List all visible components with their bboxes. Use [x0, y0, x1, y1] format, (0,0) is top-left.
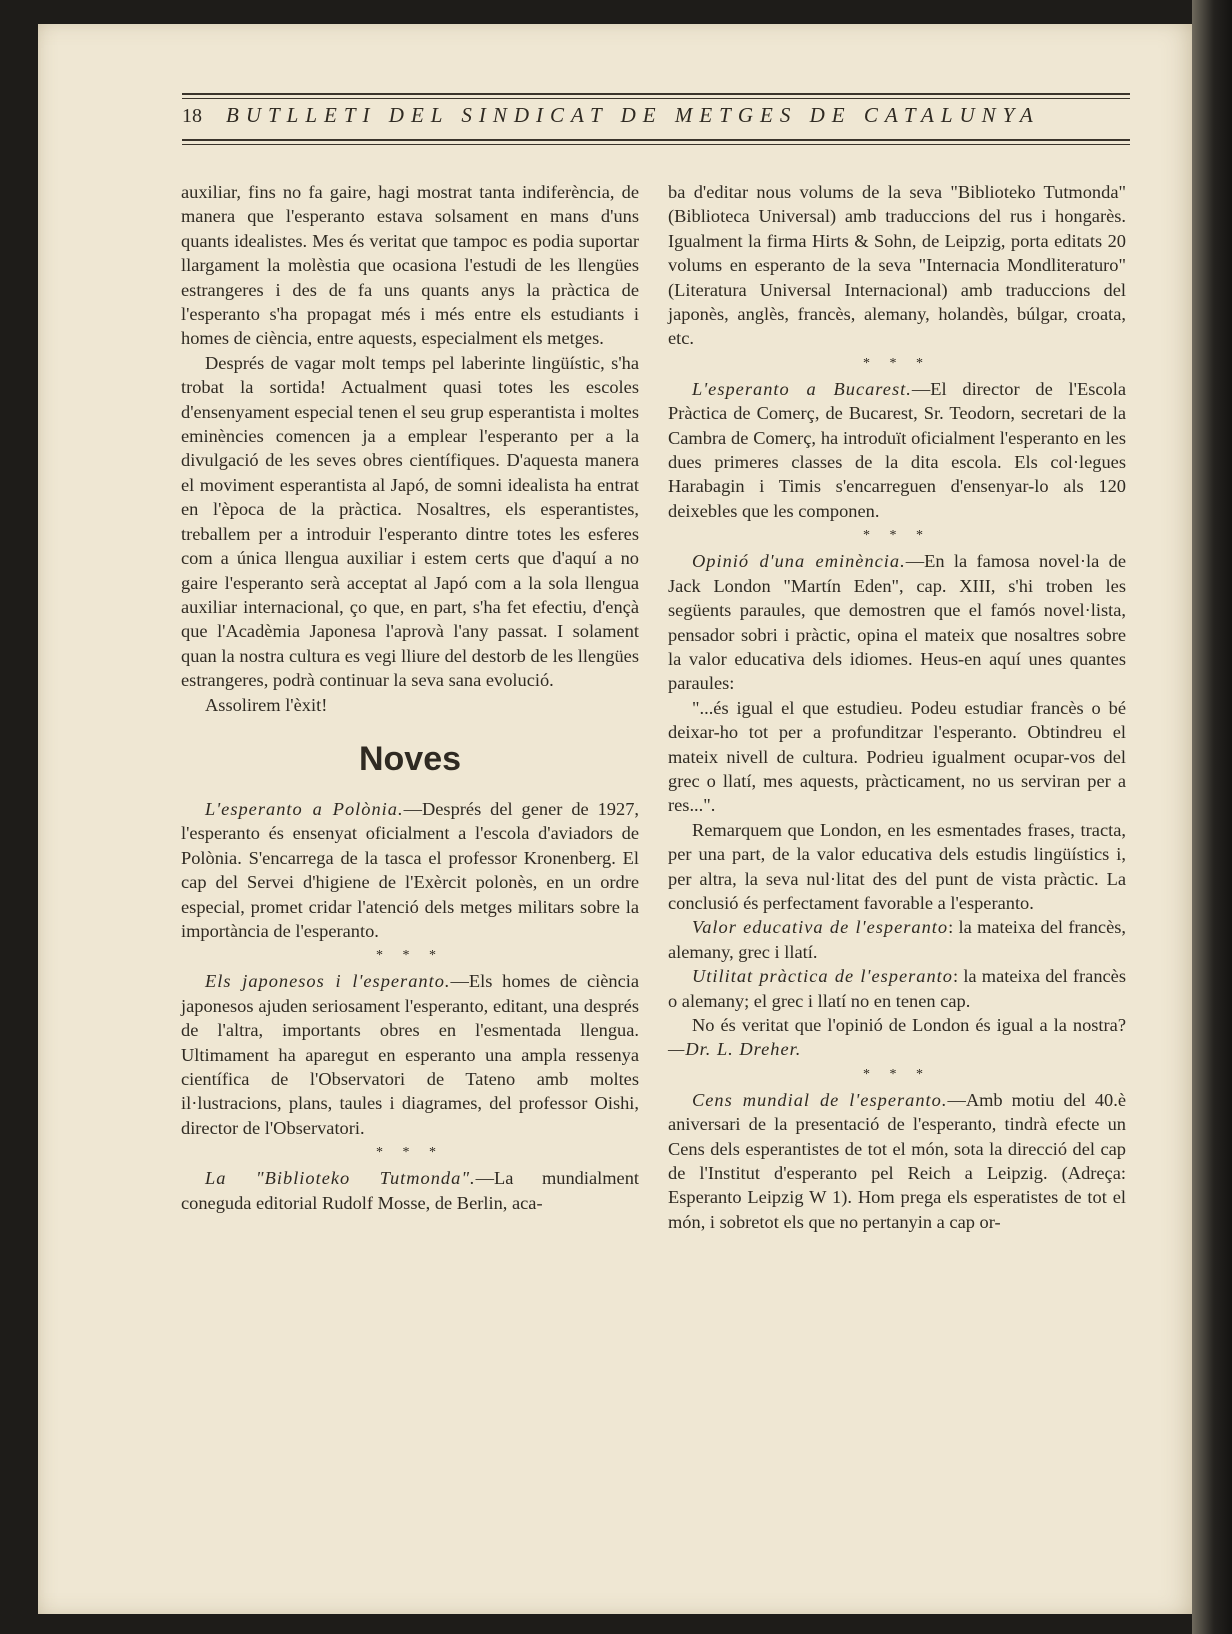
- paragraph: ba d'editar nous volums de la seva "Biblioteko Tutmonda" (Biblioteca Universal) amb traduccions del rus i hongarès. Igualment la firma Hirts & Sohn, de Leipzig, porta editats 20 volums en esperanto de la seva "Internacia Mondliteraturo" (Literatura Universal Internacional) amb traduccions del japonès, anglès, francès, alemany, holandès, búlgar, croata, etc.: [668, 182, 1126, 349]
- news-item: [668, 1088, 1126, 1234]
- news-item-title: Els japonesos i l'esperanto.: [205, 971, 451, 992]
- news-item: [668, 377, 1126, 523]
- header-line: [182, 99, 1130, 139]
- news-item-title: Opinió d'una eminència.: [692, 551, 906, 572]
- page-number: 18: [182, 105, 202, 127]
- news-item-body: —La mundialment coneguda editorial Rudolf Mosse, de Berlin, aca-: [181, 1168, 639, 1213]
- news-item: [181, 797, 639, 943]
- header-rule-bottom-thin: [182, 144, 1130, 145]
- closing-question: No és veritat que l'opinió de London és igual a la nostra?: [692, 1015, 1126, 1035]
- term-body: : la mateixa del francès, alemany, grec i llatí.: [668, 917, 1126, 962]
- news-item-body: —Amb motiu del 40.è aniversari de la presentació de l'esperanto, tindrà efecte un Cens dels esperantistes de tot el món, sota la direcció del cap de l'Institut d'esperanto pel Reich a Leipzig. (Adreça: Esperanto Leipzig W 1). Hom prega els esperatistes de tot el món, i sobretot els que no pertanyin a cap or-: [668, 1089, 1127, 1232]
- separator-stars: * * *: [376, 948, 444, 964]
- paragraph: Després de vagar molt temps pel laberinte lingüístic, s'ha trobat la sortida! Actualment quasi totes les escoles d'ensenyament especial tenen el seu grup esperantista i moltes eminències comencen ja a emplear l'esperanto per a la divulgació de les seves obres científiques. D'aquesta manera el moviment esperantista al Japó, de somni idealista ha entrat en l'època de la pràctica. Nosaltres, els esperantistes, treballem per a introduir l'esperanto dintre totes les esferes com a única llengua auxiliar i estem certs que d'aquí a no gaire l'esperanto serà acceptat al Japó com a la sola llengua auxiliar internacional, ço que, en part, s'ha fet efectiu, d'ençà que l'Acadèmia Japonesa l'aprovà l'any passat. I solament quan la nostra cultura es vegi lliure del destorb de les llengües estrangeres, podrà continuar la seva sana evolució.: [181, 352, 639, 691]
- left-column: [181, 180, 639, 1215]
- journal-title: BUTLLETI DEL SINDICAT DE METGES DE CATALUNYA: [226, 103, 1040, 127]
- right-column: [668, 180, 1126, 1234]
- news-item: [181, 969, 639, 1140]
- section-heading: Noves: [358, 739, 462, 778]
- news-item-title: L'esperanto a Polònia.: [205, 798, 404, 819]
- paragraph: Assolirem l'èxit!: [205, 694, 328, 715]
- news-item-title: La "Biblioteko Tutmonda".: [205, 1168, 476, 1189]
- news-item: [668, 549, 1126, 695]
- separator-stars: * * *: [863, 355, 931, 371]
- paragraph: [668, 915, 1126, 964]
- paragraph: Remarquem que London, en les esmentades frases, tracta, per una part, de la valor educativa dels estudis lingüístics i, per altra, la seva nul·litat des del punt de vista pràctic. La conclusió és perfectament favorable a l'esperanto.: [668, 819, 1126, 913]
- paragraph: [668, 964, 1126, 1013]
- paragraph: [668, 1013, 1126, 1062]
- news-item-body: —El director de l'Escola Pràctica de Comerç, de Bucarest, Sr. Teodorn, secretari de la Cambra de Comerç, ha introduït oficialment l'esperanto en les dues primeres classes de la dita escola. Els col·legues Harabagin i Timis s'encarreguen d'ensenyar-lo als 120 deixebles que les componen.: [668, 378, 1127, 521]
- binding-edge: [1192, 0, 1232, 1634]
- news-item-body: —Després del gener de 1927, l'esperanto és ensenyat oficialment a l'escola d'aviadors de Polònia. S'encarrega de la tasca el professor Kronenberg. El cap del Servei d'higiene de l'Exèrcit polonès, en un ordre especial, promet cridar l'atenció dels metges militars sobre la importància de l'esperanto.: [181, 798, 639, 941]
- term-body: : la mateixa del francès o alemany; el grec i llatí no en tenen cap.: [668, 966, 1126, 1011]
- news-item-title: L'esperanto a Bucarest.: [692, 378, 912, 399]
- header-rule-top: [182, 93, 1130, 95]
- term-title: Valor educativa de l'esperanto: [692, 917, 949, 938]
- news-item-body: —En la famosa novel·la de Jack London "Martín Eden", cap. XIII, s'hi troben les següents paraules, que demostren que el famós novel·lista, pensador sobri i pràctic, opina el mateix que nosaltres sobre la valor educativa dels idiomes. Heus-en aquí unes quantes paraules:: [668, 551, 1127, 694]
- running-header: [182, 93, 1130, 145]
- news-item: [181, 1166, 639, 1215]
- paragraph: auxiliar, fins no fa gaire, hagi mostrat tanta indiferència, de manera que l'esperanto estava solsament en mans d'uns quants idealistes. Mes és veritat que tampoc es podia suportar llargament la molèstia que ocasiona l'estudi de les llengües estrangeres i des de fa uns quants anys la pràctica de l'esperanto s'ha propagat més i més entre els estudiants i homes de ciència, entre aquests, especialment els metges.: [181, 182, 639, 349]
- author-signature: —Dr. L. Dreher.: [668, 1039, 802, 1060]
- term-title: Utilitat pràctica de l'esperanto: [692, 966, 953, 987]
- separator-stars: * * *: [863, 528, 931, 544]
- news-item-title: Cens mundial de l'esperanto.: [692, 1089, 948, 1110]
- separator-stars: * * *: [863, 1066, 931, 1082]
- quotation: "...és igual el que estudieu. Podeu estudiar francès o bé deixar-ho tot per a profunditzar l'esperanto. Obtindreu el mateix nivell de cultura. Podrieu igualment ocupar-vos del grec o llatí, mes aquests, pràcticament, no us serviran per a res...".: [668, 697, 1126, 816]
- separator-stars: * * *: [376, 1145, 444, 1161]
- news-item-body: —Els homes de ciència japonesos ajuden seriosament l'esperanto, editant, una després de l'altra, importants obres en l'esmentada llengua. Ultimament ha aparegut en esperanto una ampla ressenya científica de l'Observatori de Tateno amb moltes il·lustracions, plans, taules i diagrames, del professor Oishi, director de l'Observatori.: [181, 971, 640, 1138]
- header-rule-bottom: [182, 139, 1130, 141]
